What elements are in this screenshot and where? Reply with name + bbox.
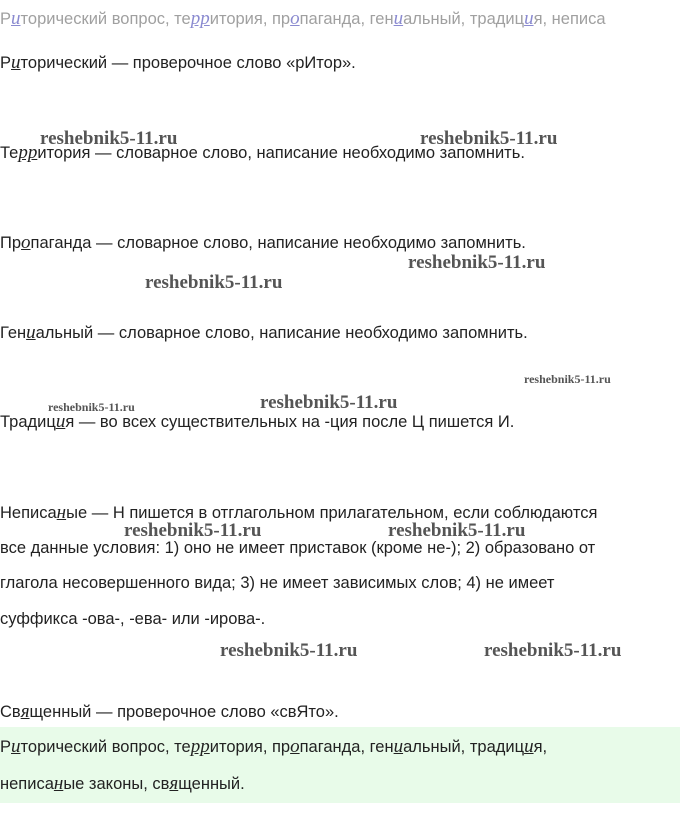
text: Пр <box>0 234 22 252</box>
highlighted-letter: и <box>393 8 404 29</box>
text: Р <box>0 54 12 72</box>
text: итория — словарное слово, написание необходимо запомнить. <box>37 144 525 162</box>
highlighted-letter: и <box>11 736 21 757</box>
watermark: reshebnik5-11.ru <box>40 128 178 149</box>
watermark: reshebnik5-11.ru <box>48 400 135 414</box>
watermark: reshebnik5-11.ru <box>484 640 622 661</box>
explanation-line: все данные условия: 1) оно не имеет приставок (кроме не-); 2) образовано от <box>0 539 596 557</box>
highlighted-letter: о <box>21 232 31 253</box>
explanation-ritorichesky <box>0 52 356 74</box>
text: альный, традиц <box>403 738 525 756</box>
text: альный — словарное слово, написание необходимо запомнить. <box>35 324 528 342</box>
text: Неписа <box>0 504 57 522</box>
text: я, <box>533 738 548 756</box>
text: паганда, ген <box>299 10 394 28</box>
watermark: reshebnik5-11.ru <box>524 372 611 386</box>
text: ые — Н пишется в отглагольном прилагательном, если соблюдаются <box>66 504 598 522</box>
text: итория, пр <box>209 10 291 28</box>
watermark: reshebnik5-11.ru <box>220 640 358 661</box>
watermark: reshebnik5-11.ru <box>408 252 546 273</box>
text: я — во всех существительных на -ция после Ц пишется И. <box>65 413 515 431</box>
header-sentence <box>0 8 680 30</box>
explanation-genialny <box>0 322 528 344</box>
text: Св <box>0 703 21 721</box>
highlighted-letter: и <box>393 736 404 757</box>
explanation-line: суффикса -ова-, -ева- или -ирова-. <box>0 610 266 628</box>
text: щенный — проверочное слово «свЯто». <box>29 703 339 721</box>
highlighted-letter: и <box>524 8 534 29</box>
watermark: reshebnik5-11.ru <box>388 520 526 541</box>
highlighted-letter: я <box>169 773 179 794</box>
text: альный, традиц <box>403 10 525 28</box>
text: Р <box>0 10 12 28</box>
text: Р <box>0 738 12 756</box>
text: паганда — словарное слово, написание необходимо запомнить. <box>30 234 526 252</box>
explanation-propaganda <box>0 232 526 254</box>
highlighted-letter: я <box>20 701 30 722</box>
text: паганда, ген <box>299 738 394 756</box>
highlighted-letter: и <box>26 322 36 343</box>
highlighted-letter: и <box>11 8 21 29</box>
highlighted-letter: о <box>290 8 300 29</box>
text: неписа <box>0 775 54 793</box>
text: щенный. <box>178 775 245 793</box>
watermark: reshebnik5-11.ru <box>260 392 398 413</box>
text: ые законы, св <box>63 775 170 793</box>
highlighted-letter: н <box>53 773 64 794</box>
highlighted-letter: рр <box>18 142 38 163</box>
answer-box <box>0 727 680 803</box>
text: Ген <box>0 324 27 342</box>
explanation-svyashchenny <box>0 701 339 723</box>
text: я, неписа <box>533 10 606 28</box>
explanation-line: глагола несовершенного вида; 3) не имеет зависимых слов; 4) не имеет <box>0 574 555 592</box>
highlighted-letter: рр <box>190 8 210 29</box>
text: торический — проверочное слово «рИтор». <box>20 54 356 72</box>
text: торический вопрос, те <box>20 738 191 756</box>
highlighted-letter: и <box>55 411 66 432</box>
text: Традиц <box>0 413 56 431</box>
highlighted-letter: рр <box>190 736 210 757</box>
text: Те <box>0 144 19 162</box>
watermark: reshebnik5-11.ru <box>124 520 262 541</box>
watermark: reshebnik5-11.ru <box>145 272 283 293</box>
highlighted-letter: н <box>56 502 67 523</box>
watermark: reshebnik5-11.ru <box>420 128 558 149</box>
answer-line <box>0 773 245 795</box>
answer-line <box>0 736 547 758</box>
highlighted-letter: о <box>290 736 300 757</box>
text: торический вопрос, те <box>20 10 191 28</box>
highlighted-letter: и <box>524 736 534 757</box>
text: итория, пр <box>209 738 291 756</box>
highlighted-letter: и <box>11 52 21 73</box>
